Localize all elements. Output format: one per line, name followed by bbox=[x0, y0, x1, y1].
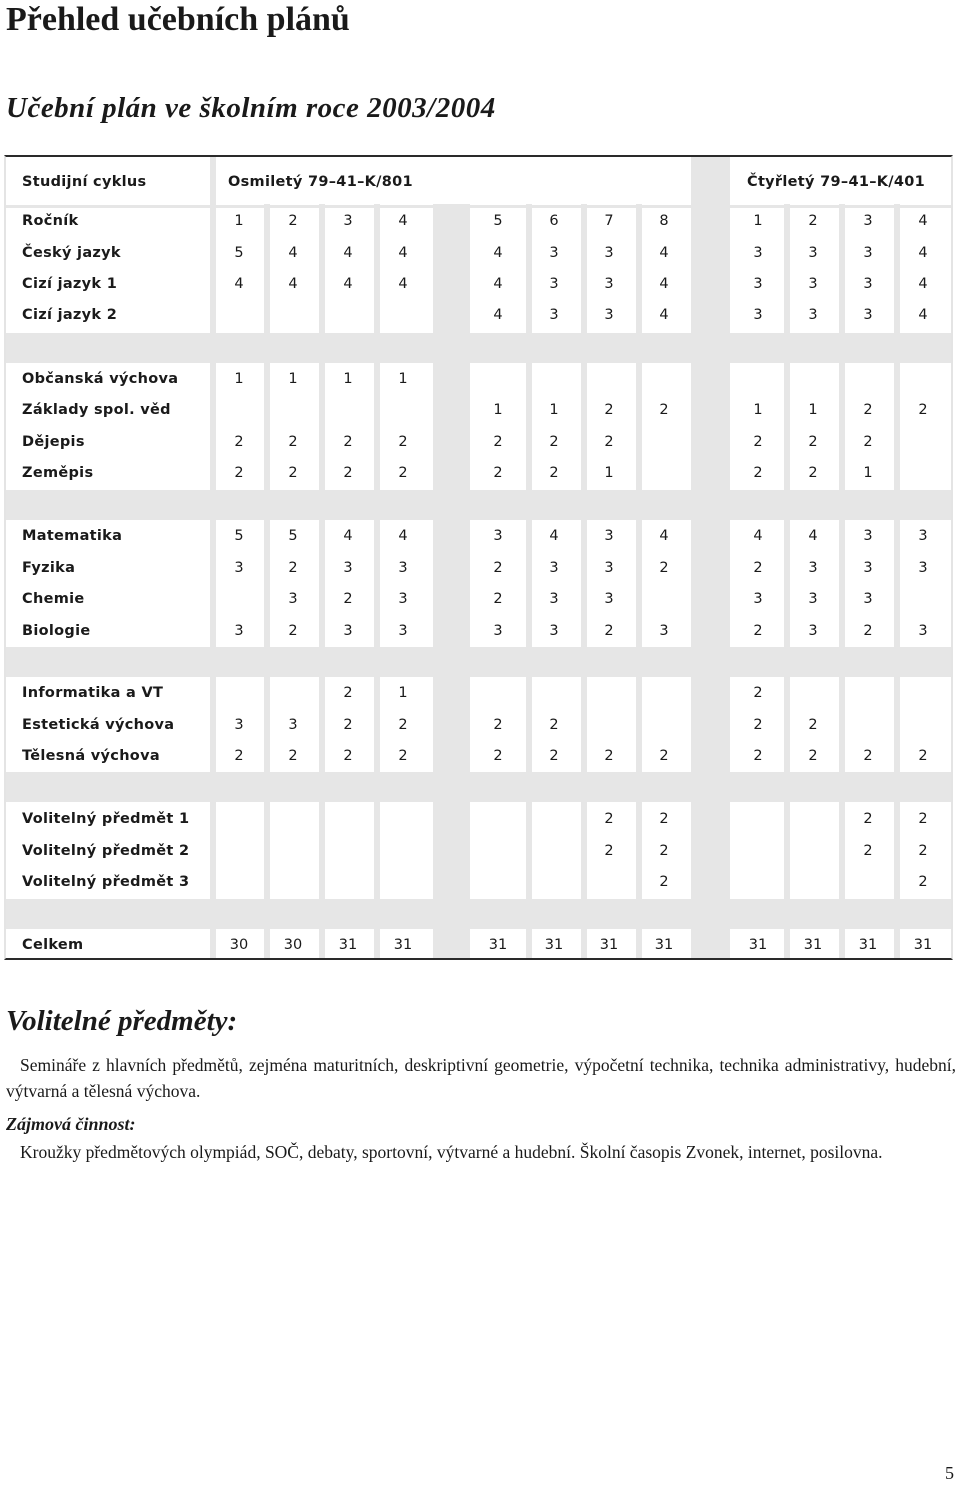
section-separator bbox=[6, 772, 951, 802]
table-cell: 2 bbox=[863, 402, 873, 418]
table-cell: 3 bbox=[808, 623, 818, 639]
table-cell: 3 bbox=[863, 560, 873, 576]
section-separator bbox=[6, 899, 951, 929]
table-cell: 2 bbox=[343, 591, 353, 607]
row-label: Fyzika bbox=[22, 560, 76, 576]
table-cell: 2 bbox=[808, 465, 818, 481]
table-cell: 3 bbox=[549, 276, 559, 292]
row-label: Volitelný předmět 2 bbox=[22, 843, 190, 859]
table-cell: 2 bbox=[288, 748, 298, 764]
page-title: Přehled učebních plánů bbox=[6, 1, 350, 38]
table-cell: 3 bbox=[604, 560, 614, 576]
table-cell: 5 bbox=[234, 528, 244, 544]
table-cell: 3 bbox=[234, 623, 244, 639]
table-cell: 4 bbox=[343, 528, 353, 544]
table-cell: 3 bbox=[604, 528, 614, 544]
column-gutter bbox=[264, 157, 270, 958]
table-cell: 4 bbox=[288, 276, 298, 292]
table-cell: 3 bbox=[549, 591, 559, 607]
table-cell: 2 bbox=[604, 434, 614, 450]
table-cell: 3 bbox=[604, 307, 614, 323]
table-cell: 3 bbox=[918, 528, 928, 544]
column-gutter bbox=[319, 157, 325, 958]
table-cell: 4 bbox=[753, 528, 763, 544]
table-cell: 2 bbox=[659, 402, 669, 418]
table-cell: 4 bbox=[398, 245, 408, 261]
table-cell: 2 bbox=[604, 811, 614, 827]
table-cell: 2 bbox=[659, 874, 669, 890]
table-cell: 31 bbox=[338, 937, 358, 953]
table-cell: 4 bbox=[808, 528, 818, 544]
row-label: Biologie bbox=[22, 623, 91, 639]
table-cell: 3 bbox=[604, 245, 614, 261]
table-cell: 2 bbox=[549, 434, 559, 450]
table-cell: 3 bbox=[659, 623, 669, 639]
cycle-label: Studijní cyklus bbox=[22, 174, 147, 190]
table-cell: 3 bbox=[493, 528, 503, 544]
table-cell: 4 bbox=[918, 245, 928, 261]
table-cell: 3 bbox=[234, 560, 244, 576]
plan-title: Učební plán ve školním roce 2003/2004 bbox=[6, 92, 496, 124]
row-label: Cizí jazyk 2 bbox=[22, 307, 118, 323]
table-cell: 1 bbox=[549, 402, 559, 418]
table-cell: 2 bbox=[493, 465, 503, 481]
section-separator bbox=[6, 490, 951, 520]
table-cell: 4 bbox=[659, 307, 669, 323]
table-cell: 4 bbox=[549, 528, 559, 544]
activities-heading: Zájmová činnost: bbox=[6, 1114, 136, 1134]
column-gutter bbox=[210, 157, 216, 958]
table-cell: 2 bbox=[234, 748, 244, 764]
table-cell: 2 bbox=[753, 748, 763, 764]
column-gutter bbox=[839, 157, 845, 958]
table-cell: 2 bbox=[493, 717, 503, 733]
table-cell: 2 bbox=[604, 623, 614, 639]
table-cell: 3 bbox=[549, 307, 559, 323]
table-cell: 3 bbox=[918, 623, 928, 639]
table-cell: 1 bbox=[753, 402, 763, 418]
table-cell: 2 bbox=[659, 811, 669, 827]
row-label: Estetická výchova bbox=[22, 717, 175, 733]
table-cell: 8 bbox=[659, 213, 669, 229]
table-cell: 3 bbox=[918, 560, 928, 576]
table-cell: 2 bbox=[863, 811, 873, 827]
table-cell: 30 bbox=[283, 937, 303, 953]
row-label: Informatika a VT bbox=[22, 685, 164, 701]
cycle-eight-year: Osmiletý 79–41–K/801 bbox=[228, 174, 413, 190]
table-cell: 2 bbox=[398, 434, 408, 450]
table-cell: 2 bbox=[918, 811, 928, 827]
table-cell: 2 bbox=[493, 434, 503, 450]
table-cell: 4 bbox=[398, 276, 408, 292]
table-cell: 4 bbox=[659, 276, 669, 292]
table-cell: 2 bbox=[659, 843, 669, 859]
table-cell: 3 bbox=[343, 623, 353, 639]
table-cell: 4 bbox=[288, 245, 298, 261]
table-cell: 1 bbox=[753, 213, 763, 229]
table-cell: 2 bbox=[808, 213, 818, 229]
table-cell: 1 bbox=[234, 371, 244, 387]
table-cell: 2 bbox=[808, 434, 818, 450]
column-gutter bbox=[581, 157, 587, 958]
table-cell: 2 bbox=[288, 213, 298, 229]
table-cell: 3 bbox=[549, 560, 559, 576]
table-cell: 2 bbox=[288, 434, 298, 450]
table-cell: 31 bbox=[858, 937, 878, 953]
table-cell: 2 bbox=[343, 434, 353, 450]
table-cell: 3 bbox=[808, 307, 818, 323]
row-label: Celkem bbox=[22, 937, 84, 953]
table-cell: 3 bbox=[863, 528, 873, 544]
table-cell: 2 bbox=[343, 685, 353, 701]
table-cell: 2 bbox=[398, 748, 408, 764]
row-label: Základy spol. věd bbox=[22, 402, 171, 418]
table-cell: 3 bbox=[493, 623, 503, 639]
table-cell: 2 bbox=[918, 843, 928, 859]
table-cell: 2 bbox=[604, 402, 614, 418]
table-cell: 2 bbox=[753, 434, 763, 450]
table-cell: 3 bbox=[398, 623, 408, 639]
table-cell: 2 bbox=[753, 685, 763, 701]
table-cell: 7 bbox=[604, 213, 614, 229]
table-cell: 2 bbox=[343, 748, 353, 764]
row-label: Cizí jazyk 1 bbox=[22, 276, 118, 292]
table-cell: 5 bbox=[493, 213, 503, 229]
table-cell: 2 bbox=[549, 465, 559, 481]
table-cell: 1 bbox=[604, 465, 614, 481]
elective-subjects-text: Semináře z hlavních předmětů, zejména maturitních, deskriptivní geometrie, výpočetní technika, technika administrativy, hudební, výtvarná a tělesná výchova. bbox=[6, 1055, 956, 1101]
table-cell: 3 bbox=[753, 245, 763, 261]
section-separator bbox=[6, 333, 951, 363]
table-cell: 4 bbox=[234, 276, 244, 292]
table-cell: 3 bbox=[808, 560, 818, 576]
table-cell: 3 bbox=[604, 591, 614, 607]
row-label: Ročník bbox=[22, 213, 79, 229]
table-cell: 2 bbox=[753, 623, 763, 639]
table-cell: 31 bbox=[748, 937, 768, 953]
table-cell: 2 bbox=[753, 560, 763, 576]
table-cell: 2 bbox=[753, 717, 763, 733]
table-cell: 31 bbox=[393, 937, 413, 953]
table-cell: 2 bbox=[343, 465, 353, 481]
table-cell: 2 bbox=[288, 465, 298, 481]
table-cell: 4 bbox=[398, 213, 408, 229]
table-cell: 2 bbox=[659, 560, 669, 576]
table-cell: 1 bbox=[398, 371, 408, 387]
table-cell: 30 bbox=[229, 937, 249, 953]
activities-text: Kroužky předmětových olympiád, SOČ, debaty, sportovní, výtvarné a hudební. Školní časopis Zvonek, internet, posilovna. bbox=[20, 1142, 883, 1162]
table-cell: 3 bbox=[863, 276, 873, 292]
table-cell: 4 bbox=[493, 307, 503, 323]
table-cell: 2 bbox=[604, 843, 614, 859]
table-cell: 1 bbox=[493, 402, 503, 418]
row-label: Volitelný předmět 3 bbox=[22, 874, 190, 890]
table-cell: 2 bbox=[753, 465, 763, 481]
table-cell: 2 bbox=[863, 843, 873, 859]
table-cell: 4 bbox=[918, 213, 928, 229]
table-cell: 31 bbox=[488, 937, 508, 953]
cycle-four-year: Čtyřletý 79–41–K/401 bbox=[747, 174, 926, 190]
table-cell: 2 bbox=[549, 748, 559, 764]
table-cell: 2 bbox=[343, 717, 353, 733]
table-cell: 6 bbox=[549, 213, 559, 229]
table-cell: 2 bbox=[398, 717, 408, 733]
curriculum-table bbox=[4, 155, 953, 960]
table-cell: 3 bbox=[549, 623, 559, 639]
row-label: Zeměpis bbox=[22, 465, 94, 481]
table-cell: 4 bbox=[659, 245, 669, 261]
table-cell: 4 bbox=[493, 276, 503, 292]
table-cell: 4 bbox=[659, 528, 669, 544]
table-cell: 2 bbox=[918, 402, 928, 418]
table-cell: 2 bbox=[918, 874, 928, 890]
table-cell: 2 bbox=[863, 434, 873, 450]
table-cell: 3 bbox=[288, 717, 298, 733]
row-label: Český jazyk bbox=[22, 245, 121, 261]
column-gutter bbox=[374, 157, 380, 958]
table-cell: 3 bbox=[604, 276, 614, 292]
table-cell: 31 bbox=[803, 937, 823, 953]
table-cell: 5 bbox=[288, 528, 298, 544]
table-cell: 1 bbox=[234, 213, 244, 229]
table-cell: 2 bbox=[288, 623, 298, 639]
column-gutter bbox=[636, 157, 642, 958]
row-label: Dějepis bbox=[22, 434, 85, 450]
row-label: Chemie bbox=[22, 591, 85, 607]
elective-subjects-heading: Volitelné předměty: bbox=[6, 1005, 238, 1037]
column-gutter bbox=[784, 157, 790, 958]
table-cell: 3 bbox=[234, 717, 244, 733]
table-cell: 2 bbox=[808, 717, 818, 733]
table-cell: 3 bbox=[808, 276, 818, 292]
table-cell: 3 bbox=[808, 245, 818, 261]
table-cell: 3 bbox=[753, 307, 763, 323]
column-gutter bbox=[894, 157, 900, 958]
table-cell: 2 bbox=[604, 748, 614, 764]
table-cell: 31 bbox=[544, 937, 564, 953]
table-cell: 2 bbox=[863, 623, 873, 639]
table-cell: 2 bbox=[493, 560, 503, 576]
column-gutter bbox=[526, 157, 532, 958]
table-cell: 3 bbox=[398, 591, 408, 607]
table-cell: 31 bbox=[654, 937, 674, 953]
column-gutter bbox=[433, 157, 470, 958]
table-cell: 2 bbox=[493, 591, 503, 607]
table-cell: 2 bbox=[918, 748, 928, 764]
row-label: Občanská výchova bbox=[22, 371, 179, 387]
table-cell: 2 bbox=[493, 748, 503, 764]
table-cell: 4 bbox=[398, 528, 408, 544]
section-separator bbox=[6, 205, 951, 208]
table-cell: 2 bbox=[288, 560, 298, 576]
table-cell: 5 bbox=[234, 245, 244, 261]
table-cell: 3 bbox=[863, 213, 873, 229]
table-cell: 3 bbox=[343, 213, 353, 229]
table-cell: 2 bbox=[659, 748, 669, 764]
table-cell: 1 bbox=[808, 402, 818, 418]
table-cell: 1 bbox=[863, 465, 873, 481]
table-cell: 2 bbox=[234, 465, 244, 481]
table-cell: 1 bbox=[398, 685, 408, 701]
page-number: 5 bbox=[945, 1463, 954, 1483]
table-cell: 3 bbox=[398, 560, 408, 576]
table-cell: 3 bbox=[753, 591, 763, 607]
table-cell: 2 bbox=[549, 717, 559, 733]
table-cell: 3 bbox=[288, 591, 298, 607]
table-cell: 4 bbox=[493, 245, 503, 261]
column-gutter bbox=[691, 157, 730, 958]
row-label: Tělesná výchova bbox=[22, 748, 160, 764]
table-cell: 3 bbox=[863, 591, 873, 607]
table-cell: 4 bbox=[918, 307, 928, 323]
table-cell: 1 bbox=[288, 371, 298, 387]
table-cell: 4 bbox=[343, 245, 353, 261]
table-cell: 2 bbox=[863, 748, 873, 764]
table-cell: 2 bbox=[808, 748, 818, 764]
table-cell: 2 bbox=[234, 434, 244, 450]
table-cell: 3 bbox=[808, 591, 818, 607]
table-cell: 1 bbox=[343, 371, 353, 387]
table-cell: 3 bbox=[863, 245, 873, 261]
row-label: Volitelný předmět 1 bbox=[22, 811, 190, 827]
section-separator bbox=[6, 647, 951, 677]
table-cell: 4 bbox=[343, 276, 353, 292]
table-cell: 4 bbox=[918, 276, 928, 292]
table-cell: 3 bbox=[863, 307, 873, 323]
table-cell: 31 bbox=[599, 937, 619, 953]
table-cell: 3 bbox=[343, 560, 353, 576]
table-cell: 31 bbox=[913, 937, 933, 953]
table-cell: 3 bbox=[753, 276, 763, 292]
table-cell: 2 bbox=[398, 465, 408, 481]
table-cell: 3 bbox=[549, 245, 559, 261]
row-label: Matematika bbox=[22, 528, 123, 544]
